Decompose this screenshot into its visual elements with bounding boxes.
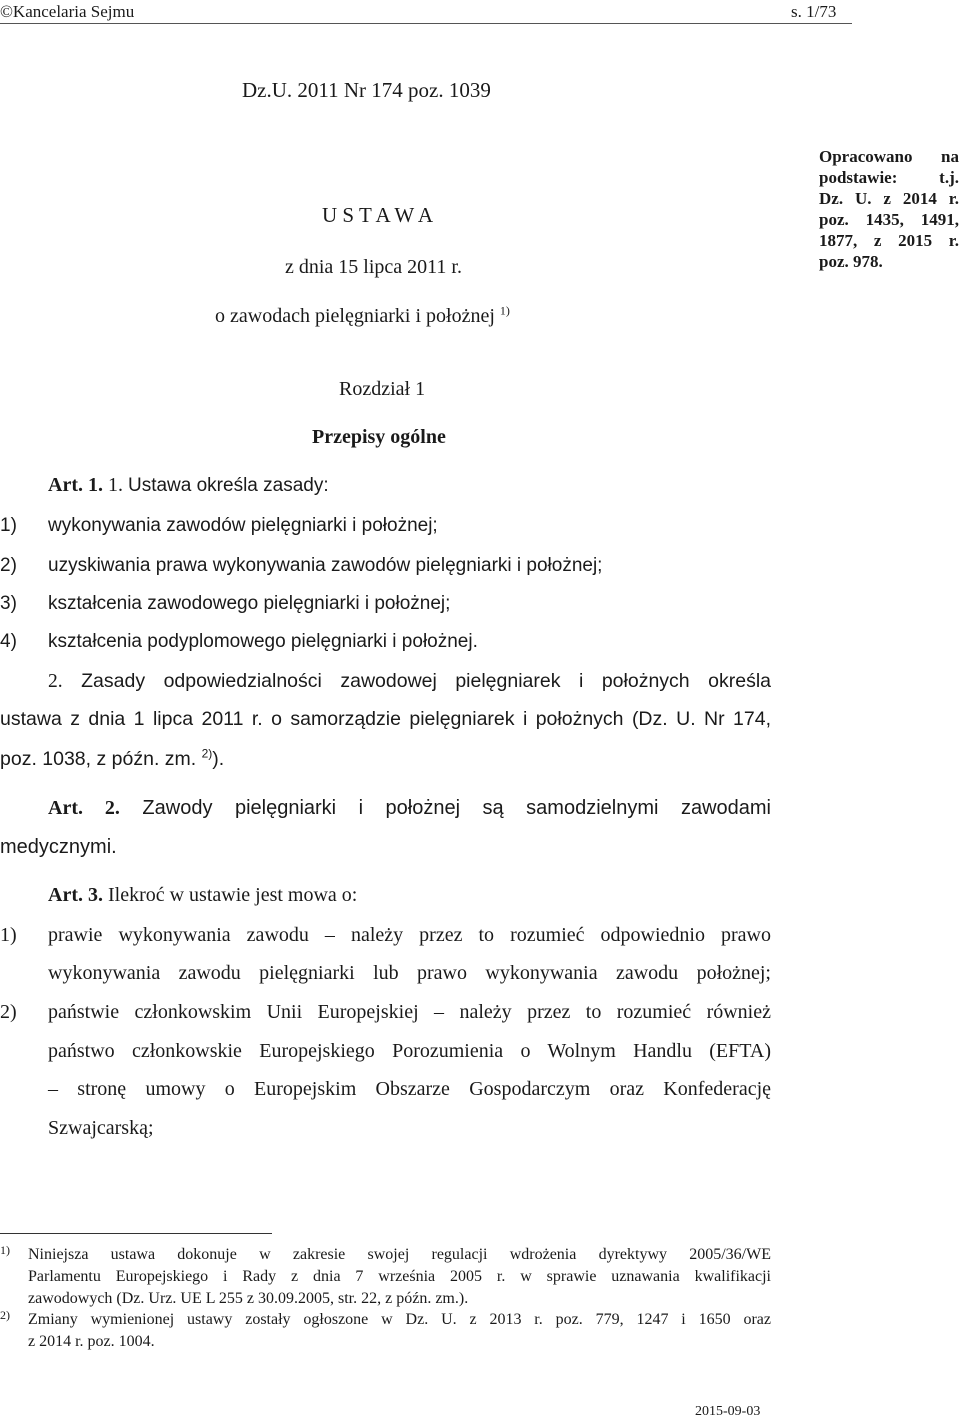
act-subject — [215, 305, 510, 328]
art3-item2-line3: – stronę umowy o Europejskim Obszarze Gospodarczym oraz Konfederację — [48, 1078, 771, 1100]
art3-item2-line1: państwie członkowskim Unii Europejskiej – należy przez to rozumieć również — [48, 1001, 771, 1023]
source-note-line: podstawie: t.j. — [819, 168, 959, 187]
footnote-number: 2) — [0, 1308, 10, 1322]
source-note-line: Opracowano na — [819, 147, 959, 166]
art3-item1-line2: wykonywania zawodu pielęgniarki lub prawo wykonywania zawodu położnej; — [48, 962, 771, 984]
journal-reference: Dz.U. 2011 Nr 174 poz. 1039 — [242, 78, 491, 102]
chapter-title: Przepisy ogólne — [312, 426, 446, 448]
list-item-text: kształcenia zawodowego pielęgniarki i położnej; — [48, 593, 451, 614]
art2-text: Zawody pielęgniarki i położnej są samodzielnymi zawodami — [142, 797, 771, 819]
art3-item1-line1: prawie wykonywania zawodu – należy przez to rozumieć odpowiednio prawo — [48, 924, 771, 946]
art2-label: Art. 2. — [48, 797, 120, 819]
art2-line2: medycznymi. — [0, 836, 117, 858]
source-note-line: Dz. U. z 2014 r. — [819, 189, 959, 208]
list-item-text: wykonywania zawodów pielęgniarki i położnej; — [48, 515, 438, 536]
art1-para2-label: 2. — [48, 671, 63, 692]
footnote-2-line1: Zmiany wymienionej ustawy zostały ogłoszone w Dz. U. z 2013 r. poz. 779, 1247 i 1650 oraz — [28, 1311, 771, 1328]
art3-item2-number: 2) — [0, 1001, 17, 1023]
footer-date: 2015-09-03 — [695, 1404, 761, 1419]
act-subject-footnote-ref: 1) — [499, 303, 510, 318]
footnote-number: 1) — [0, 1243, 10, 1257]
chapter-number: Rozdział 1 — [339, 378, 426, 400]
art3-item2-line2: państwo członkowskie Europejskiego Porozumienia o Wolnym Handlu (EFTA) — [48, 1040, 771, 1062]
list-item-text: kształcenia podyplomowego pielęgniarki i położnej. — [48, 631, 478, 652]
art1-para2-line2: ustawa z dnia 1 lipca 2011 r. o samorządzie pielęgniarek i położnych (Dz. U. Nr 174, — [0, 708, 771, 730]
list-item-text: uzyskiwania prawa wykonywania zawodów pielęgniarki i położnej; — [48, 555, 603, 576]
list-item-number: 2) — [0, 555, 17, 576]
footnote-1-line2: Parlamentu Europejskiego i Rady z dnia 7 września 2005 r. w sprawie uznawania kwalifikacji — [28, 1268, 771, 1285]
art2-line1 — [48, 797, 771, 820]
art1-para1 — [48, 474, 329, 497]
source-note — [819, 146, 959, 272]
act-type-title: U S T A W A — [322, 203, 434, 227]
footnote-rule — [0, 1233, 272, 1234]
source-note-line: 1877, z 2015 r. — [819, 231, 959, 250]
footnote-2-line2: z 2014 r. poz. 1004. — [28, 1333, 155, 1350]
art1-para2-line3-end: ). — [212, 748, 225, 770]
act-subject-text: o zawodach pielęgniarki i położnej — [215, 305, 495, 327]
header-rule — [0, 23, 852, 24]
list-item — [0, 555, 602, 577]
source-note-line: poz. 1435, 1491, — [819, 210, 959, 229]
art3-label: Art. 3. — [48, 884, 103, 906]
art1-para2-text: Zasady odpowiedzialności zawodowej pielęgniarek i położnych określa — [81, 670, 771, 692]
art1-para2-line3 — [0, 748, 224, 771]
list-item-number: 3) — [0, 593, 17, 614]
footnote-1-line3: zawodowych (Dz. Urz. UE L 255 z 30.09.2005, str. 22, z późn. zm.). — [28, 1290, 469, 1307]
art3-item1-number: 1) — [0, 924, 17, 946]
art1-para2-line3-text: poz. 1038, z późn. zm. — [0, 748, 197, 770]
act-date: z dnia 15 lipca 2011 r. — [285, 256, 462, 278]
art1-para1-text: Ustawa określa zasady: — [127, 475, 329, 496]
list-item-number: 1) — [0, 515, 17, 536]
art1-label: Art. 1. — [48, 474, 103, 496]
list-item-number: 4) — [0, 631, 17, 652]
list-item — [0, 515, 438, 537]
header-publisher: ©Kancelaria Sejmu — [0, 2, 135, 21]
list-item — [0, 631, 478, 653]
art3-item2-line4: Szwajcarską; — [48, 1117, 154, 1139]
source-note-line: poz. 978. — [819, 252, 883, 271]
art3-intro-text: Ilekroć w ustawie jest mowa o: — [107, 884, 358, 906]
art1-para1-label: 1. — [107, 474, 123, 496]
art3-intro — [48, 884, 357, 907]
list-item — [0, 593, 450, 615]
footnote-ref: 2) — [201, 746, 213, 761]
footnote-1-line1: Niniejsza ustawa dokonuje w zakresie swojej regulacji wdrożenia dyrektywy 2005/36/WE — [28, 1246, 771, 1263]
header-page-number: s. 1/73 — [791, 2, 837, 21]
art1-para2-line1 — [48, 670, 771, 693]
